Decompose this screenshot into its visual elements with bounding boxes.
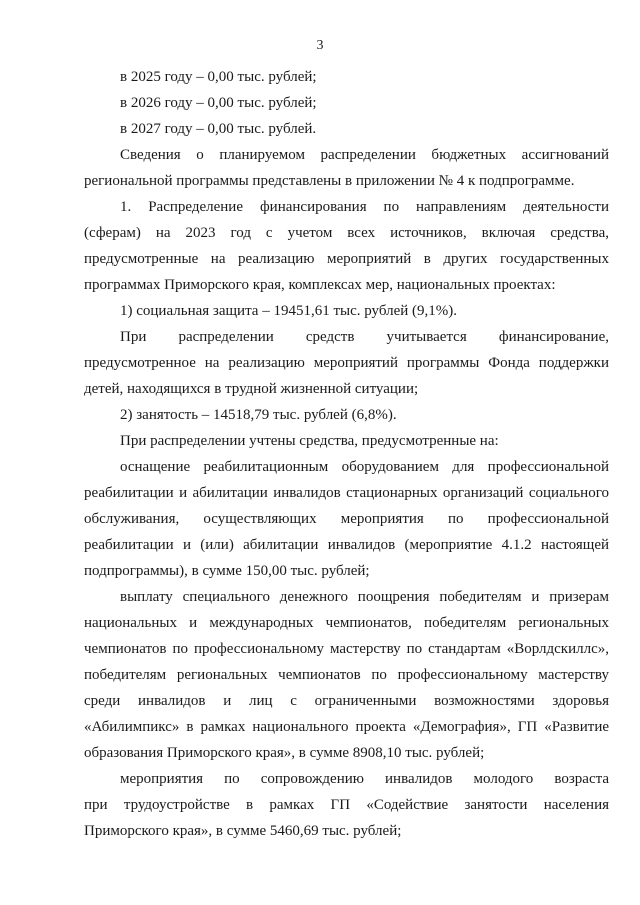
text-line: реабилитации и (или) абилитации инвалидов (мероприятие 4.1.2 настоящей xyxy=(84,537,609,553)
text-line: Приморского края», в сумме 5460,69 тыс. рублей; xyxy=(84,823,402,839)
text-line: в 2027 году – 0,00 тыс. рублей. xyxy=(120,121,317,137)
text-line: в 2026 году – 0,00 тыс. рублей; xyxy=(120,95,317,111)
text-line: 2) занятость – 14518,79 тыс. рублей (6,8%). xyxy=(120,407,397,423)
text-line: обслуживания, осуществляющих мероприятия по профессиональной xyxy=(84,511,609,527)
text-line: Сведения о планируемом распределении бюджетных ассигнований xyxy=(120,147,609,163)
text-line: При распределении средств учитывается финансирование, xyxy=(120,329,609,345)
text-line: 1) социальная защита – 19451,61 тыс. рублей (9,1%). xyxy=(120,303,458,319)
page-number: 3 xyxy=(316,38,324,53)
text-line: подпрограммы), в сумме 150,00 тыс. рублей; xyxy=(84,563,370,579)
text-line: 1. Распределение финансирования по направлениям деятельности xyxy=(120,199,609,215)
text-line: оснащение реабилитационным оборудованием для профессиональной xyxy=(120,459,609,475)
text-line: «Абилимпикс» в рамках национального проекта «Демография», ГП «Развитие xyxy=(84,719,609,735)
text-line: (сферам) на 2023 год с учетом всех источников, включая средства, xyxy=(84,225,609,241)
text-line: в 2025 году – 0,00 тыс. рублей; xyxy=(120,69,317,85)
text-line: При распределении учтены средства, предусмотренные на: xyxy=(120,433,499,449)
document-body xyxy=(84,64,609,844)
text-line: победителям региональных чемпионатов по профессиональному мастерству xyxy=(84,667,609,683)
text-line: реабилитации и абилитации инвалидов стационарных организаций социального xyxy=(84,485,609,501)
text-line: национальных и международных чемпионатов, победителям региональных xyxy=(84,615,609,631)
text-line: предусмотренное на реализацию мероприятий программы Фонда поддержки xyxy=(84,355,609,371)
text-line: выплату специального денежного поощрения победителям и призерам xyxy=(120,589,609,605)
text-line: мероприятия по сопровождению инвалидов молодого возраста xyxy=(120,771,609,787)
text-line: региональной программы представлены в приложении № 4 к подпрограмме. xyxy=(84,173,575,189)
text-line: детей, находящихся в трудной жизненной ситуации; xyxy=(84,381,419,397)
text-line: при трудоустройстве в рамках ГП «Содействие занятости населения xyxy=(84,797,609,813)
text-line: чемпионатов по профессиональному мастерству по стандартам «Ворлдскиллс», xyxy=(84,641,609,657)
text-line: среди инвалидов и лиц с ограниченными возможностями здоровья xyxy=(84,693,609,709)
text-line: программах Приморского края, комплексах мер, национальных проектах: xyxy=(84,277,556,293)
text-line: предусмотренные на реализацию мероприятий в других государственных xyxy=(84,251,609,267)
text-line: образования Приморского края», в сумме 8908,10 тыс. рублей; xyxy=(84,745,485,761)
